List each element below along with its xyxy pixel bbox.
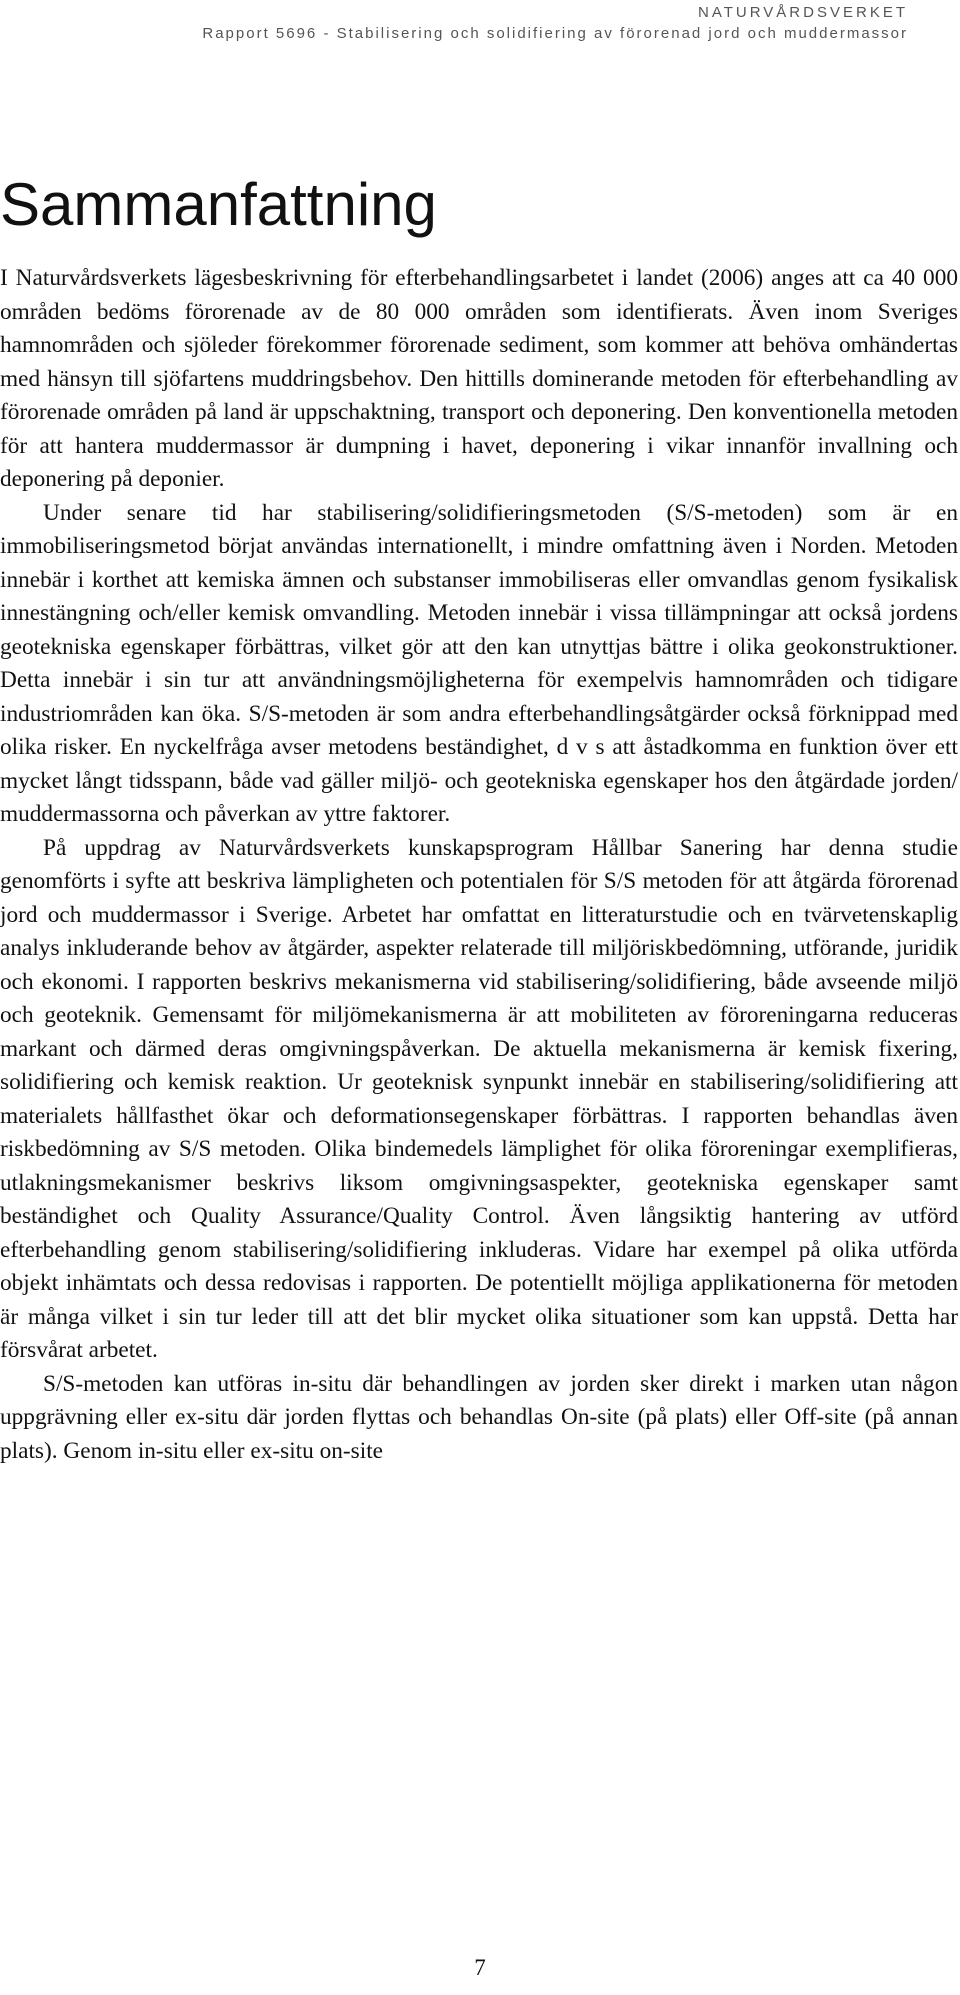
paragraph-3: På uppdrag av Naturvårdsverkets kunskapsprogram Hållbar Sanering har denna studie genomförts i syfte att beskriva lämpligheten och potentialen för S/S metoden för att åtgärda förorenad jord och muddermassor i Sverige. Arbetet har omfattat en litteraturstudie och en tvärvetenskaplig analys inkluderande behov av åtgärder, aspekter relaterade till miljöriskbedömning, utförande, juridik och ekonomi. I rapporten beskrivs mekanismerna vid stabilisering/solidifiering, både avseende miljö och geoteknik. Gemensamt för miljömekanismerna är att mobiliteten av föroreningarna reduceras markant och därmed deras omgivningspåverkan. De aktuella mekanismerna är kemisk fixering, solidifiering och kemisk reaktion. Ur geoteknisk synpunkt innebär en stabilisering/solidifiering att materialets hållfasthet ökar och deformationsegenskaper förbättras. I rapporten behandlas även riskbedömning av S/S metoden. Olika bindemedels lämplighet för olika föroreningar exemplifieras, utlakningsmekanismer beskrivs liksom omgivningsaspekter, geotekniska egenskaper samt beständighet och Quality Assurance/Quality Control. Även långsiktig hantering av utförd efterbehandling genom stabilisering/solidifiering inkluderas. Vidare har exempel på olika utförda objekt inhämtats och dessa redovisas i rapporten. De potentiellt möjliga applikationerna för metoden är många vilket i sin tur leder till att det blir mycket olika situationer som kan uppstå. Detta har försvårat arbetet. xyxy=(0,834,958,1363)
paragraph-4: S/S-metoden kan utföras in-situ där behandlingen av jorden sker direkt i marken utan någon uppgrävning eller ex-situ där jorden flyttas och behandlas On-site (på plats) eller Off-site (på annan plats). Genom in-situ eller ex-situ on-site xyxy=(0,1370,958,1464)
paragraph-1: I Naturvårdsverkets lägesbeskrivning för efterbehandlingsarbetet i landet (2006) anges att ca 40 000 områden bedöms förorenade av de 80 000 områden som identifierats. Även inom Sveriges hamnområden och sjöleder förekommer förorenade sediment, som kommer att behöva omhändertas med hänsyn till sjöfartens muddringsbehov. Den hittills dominerande metoden för efterbehandling av förorenade områden på land är uppschaktning, transport och deponering. Den konventionella metoden för att hantera muddermassor är dumpning i havet, deponering i vikar innanför invallning och deponering på deponier. xyxy=(0,265,958,492)
running-header xyxy=(202,2,908,44)
section-title: Sammanfattning xyxy=(0,171,437,238)
header-report-title: Rapport 5696 - Stabilisering och solidifiering av förorenad jord och muddermassor xyxy=(202,25,908,42)
body-text xyxy=(0,262,958,1468)
header-organization: NATURVÅRDSVERKET xyxy=(698,4,908,21)
page-number: 7 xyxy=(474,1955,486,1980)
paragraph-2: Under senare tid har stabilisering/solidifieringsmetoden (S/S-metoden) som är en immobiliseringsmetod börjat användas internationellt, i mindre omfattning även i Norden. Metoden innebär i korthet att kemiska ämnen och substanser immobiliseras eller omvandlas genom fysikalisk innestängning och/eller kemisk omvandling. Metoden innebär i vissa tillämpningar att också jordens geotekniska egenskaper förbättras, vilket gör att den kan utnyttjas bättre i olika geokonstruktioner. Detta innebär i sin tur att användningsmöjligheterna för exempelvis hamnområden och tidigare industriområden kan öka. S/S-metoden är som andra efterbehandlingsåtgärder också förknippad med olika risker. En nyckelfråga avser metodens beständighet, d v s att åstadkomma en funktion över ett mycket långt tidsspann, både vad gäller miljö- och geotekniska egenskaper hos den åtgärdade jorden/ muddermassorna och påverkan av yttre faktorer. xyxy=(0,499,958,827)
